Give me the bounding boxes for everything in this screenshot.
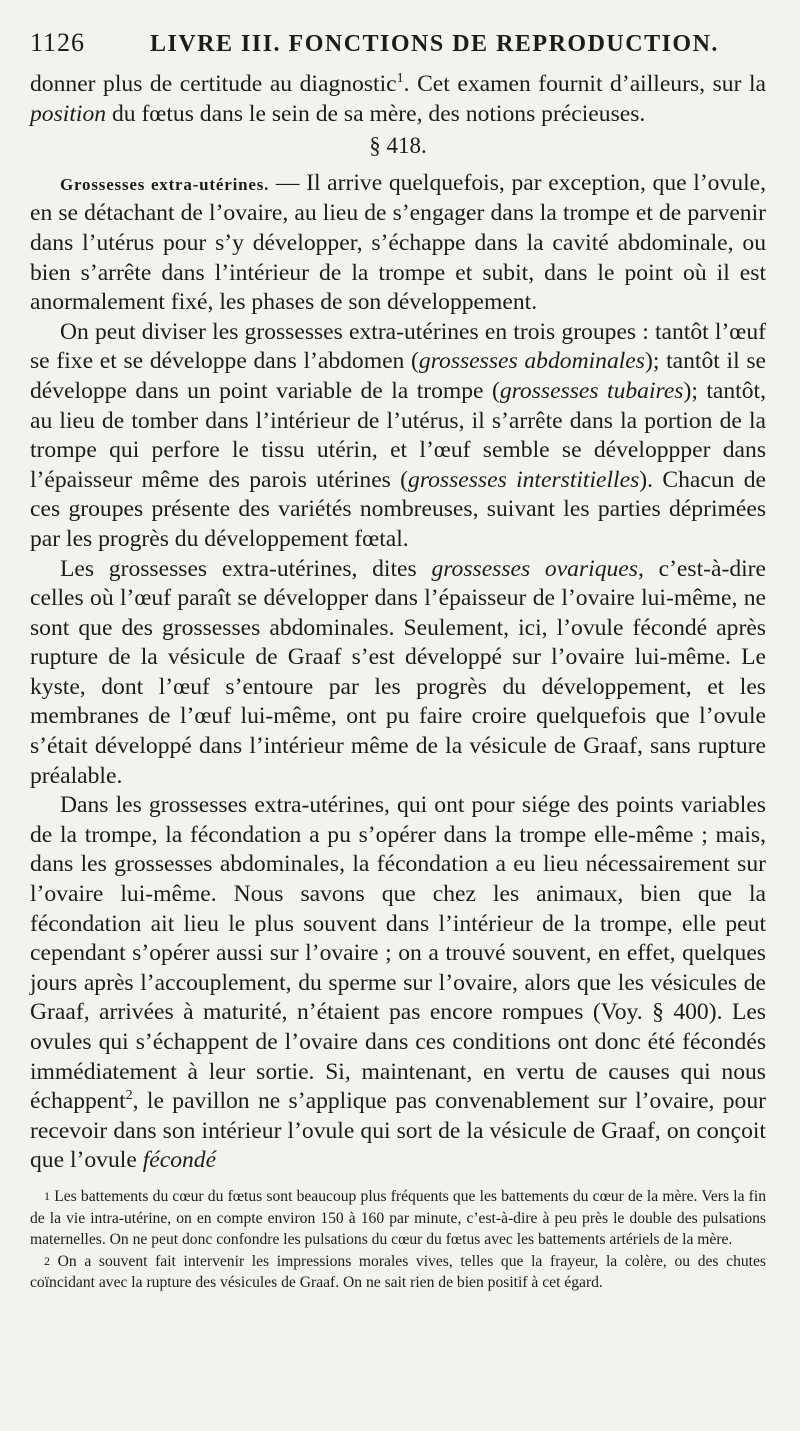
footnote-1 [30, 1186, 766, 1251]
page-number: 1126 [30, 28, 86, 57]
intro-paragraph [30, 70, 766, 129]
p2-text-a: On peut diviser les grossesses extra-utérines en trois groupes : tantôt l’œuf se fixe et se développe dans l’abdomen ( [30, 318, 766, 375]
footnote-mark: 1 [44, 1188, 50, 1203]
p4-italic-feconde: fécondé [142, 1147, 217, 1174]
footnote-text: Les battements du cœur du fœtus sont beaucoup plus fréquents que les battements du cœur de la mère. Vers la fin de la vie intra-utérine, on en compte environ 150 à 160 par minute, c’est-à-dire à peu près le double des pulsations maternelles. On ne peut donc confondre les pulsations du cœur du fœtus avec les battements artériels de la mère. [30, 1187, 766, 1249]
p2-italic-tubaires: grossesses tubaires [499, 377, 684, 404]
paragraph-1 [30, 169, 766, 318]
footnotes [30, 1186, 766, 1294]
p2-italic-abdominales: grossesses abdominales [418, 348, 645, 375]
p4-text-a: Dans les grossesses extra-utérines, qui ont pour siége des points variables de la trompe, la fécondation a pu s’opérer dans la trompe elle-même ; mais, dans les grossesses abdominales, la fécondation a eu lieu nécessairement sur l’ovaire lui-même. Nous savons que chez les animaux, bien que la fécondation ait lieu le plus souvent dans l’intérieur de la trompe, elle peut cependant s’opérer aussi sur l’ovaire ; on a trouvé souvent, en effet, quelques jours après l’accouplement, du sperme sur l’ovaire, alors que les vésicules de Graaf, arrivées à maturité, n’étaient pas encore rompues (Voy. § 400). Les ovules qui s’échappent de l’ovaire dans ces conditions ont donc été fécondés immédiatement à leur sortie. Si, maintenant, en vertu de causes qui nous échappent [30, 792, 766, 1115]
p3-italic-ovariques: grossesses ovariques [431, 555, 638, 582]
paragraph-4 [30, 791, 766, 1176]
p2-text-b: ); tantôt il se développe dans un point variable de la trompe ( [30, 348, 766, 404]
footnote-text: On a souvent fait intervenir les impressions morales vives, telles que la frayeur, la colère, ou des chutes coïncidant avec la rupture des vésicules de Graaf. On ne sait rien de bien positif à cet égard. [30, 1252, 766, 1292]
section-heading: Grossesses extra-utérines. [60, 174, 270, 194]
intro-text-end: du fœtus dans le sein de sa mère, des notions précieuses. [111, 100, 646, 127]
paragraph-2 [30, 318, 766, 555]
body-text [30, 70, 766, 1176]
p3-text-b: , c’est-à-dire celles où l’œuf paraît se développer dans l’épaisseur de l’ovaire lui-même, ne sont que des grossesses abdominales. Seulement, ici, l’ovule fécondé après rupture de la vésicule de Graaf s’est développé sur l’ovaire lui-même. Le kyste, dont l’œuf s’entoure par les progrès du développement, et les membranes de l’œuf lui-même, ont pu faire croire quelquefois que l’ovule s’était développé dans l’intérieur même de la vésicule de Graaf, sans rupture préalable. [30, 555, 766, 789]
emphasis-position: position [30, 100, 107, 127]
intro-text-cont: . Cet examen fournit d’ailleurs, sur la [403, 71, 766, 97]
footnote-2 [30, 1251, 766, 1294]
paragraph-3 [30, 555, 766, 792]
p2-text-c: ); tantôt, au lieu de tomber dans l’intérieur de l’utérus, il s’arrête dans la portion de la trompe qui perfore le tissu utérin, et l’œuf semble se développper dans l’épaisseur même des parois utérines ( [30, 377, 766, 493]
p3-text-a: Les grossesses extra-utérines, dites [60, 555, 417, 582]
note-ref-1: 1 [396, 71, 404, 87]
paragraph-1-text: — Il arrive quelquefois, par exception, que l’ovule, en se détachant de l’ovaire, au lieu de s’engager dans la trompe et de parvenir dans l’utérus pour s’y développer, s’échappe dans la cavité abdominale, ou bien s’arrête dans l’intérieur de la trompe et subit, dans le point où il est anormalement fixé, les phases de son développement. [30, 169, 766, 316]
note-ref-2: 2 [125, 1088, 133, 1104]
p2-text-d: ). Chacun de ces groupes présente des variétés nombreuses, suivant les parties déprimées par les progrès du développement fœtal. [30, 466, 766, 552]
section-number: § 418. [369, 133, 427, 159]
running-title: LIVRE III. FONCTIONS DE REPRODUCTION. [150, 31, 719, 57]
intro-text: donner plus de certitude au diagnostic [30, 71, 397, 97]
footnote-mark: 2 [44, 1253, 50, 1268]
running-head [30, 28, 766, 70]
p4-text-b: , le pavillon ne s’applique pas convenablement sur l’ovaire, pour recevoir dans son intérieur l’ovule qui sort de la vésicule de Graaf, on conçoit que l’ovule [30, 1088, 766, 1174]
p2-italic-interstitielles: grossesses interstitielles [408, 466, 640, 493]
